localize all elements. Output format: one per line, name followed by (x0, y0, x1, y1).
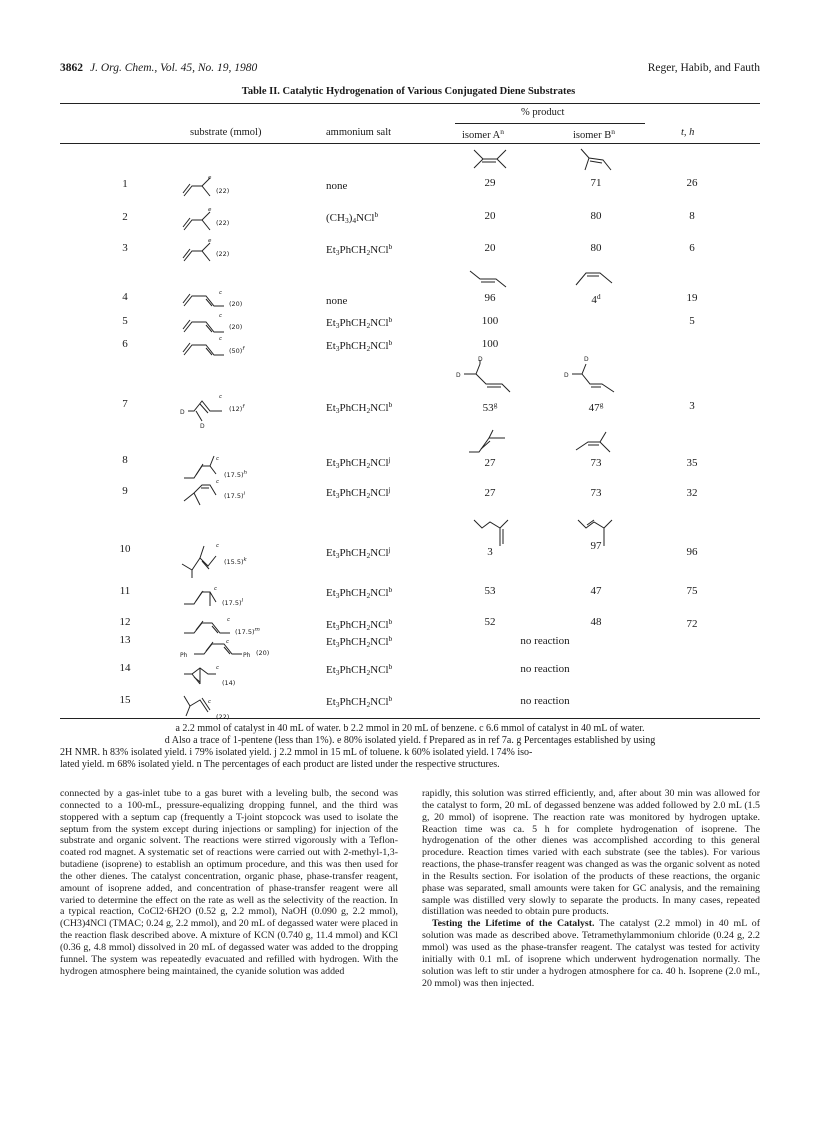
time-hours: 3 (689, 400, 695, 412)
deuterium-label: D (200, 423, 205, 430)
journal-citation: J. Org. Chem., Vol. 45, No. 19, 1980 (90, 62, 258, 74)
row-number: 4 (122, 291, 128, 303)
row-number: 2 (122, 211, 128, 223)
product-structure-b-methylpentadiene (572, 428, 616, 456)
body-paragraph: Testing the Lifetime of the Catalyst. The catalyst (2.2 mmol) in 40 mL of solution was made as described above. Tetramethylammonium chloride (0.24 g, 2.2 mmol) was used as the phase-transfer reagent. The catalyst was tested for activity initially with 0.1 mL of isoprene which underwent hydrogenation normally. The solution was left to stir under a hydrogen atmosphere for ca. 40 h. Isoprene (2.0 mL, 20 mmol) was then injected. (422, 918, 760, 989)
authors: Reger, Habib, and Fauth (647, 62, 760, 74)
substrate-quantity: $(12)^f$ c (219, 394, 245, 413)
table-header-rule (60, 143, 760, 144)
row-number: 15 (119, 694, 131, 706)
isomer-b-percent: 4$^d$ (591, 292, 601, 306)
time-header: t, h (681, 127, 695, 138)
deuterium-label: D (564, 372, 569, 379)
ammonium-salt: Et3PhCH2NCl$^b$ (326, 694, 393, 709)
isomer-a-percent: 100 (481, 338, 499, 350)
footnote-line: d Also a trace of 1-pentene (less than 1%). e 80% isolated yield. f Prepared as in ref 7a. g Percentages established by using (164, 735, 656, 746)
isomer-b-percent: 47$^g$ (588, 400, 604, 414)
percent-product-header: % product (521, 107, 565, 118)
isomer-a-percent: 52 (484, 616, 496, 628)
ammonium-salt: Et3PhCH2NCl$^b$ (326, 400, 393, 415)
row-number: 3 (122, 242, 128, 254)
row-number: 10 (119, 543, 131, 555)
ammonium-salt: Et3PhCH2NCl$^b$ (326, 585, 393, 600)
time-hours: 75 (686, 585, 698, 597)
ammonium-salt: Et3PhCH2NCl$^b$ (326, 662, 393, 677)
ammonium-salt: Et3PhCH2NCl$^b$ (326, 617, 393, 632)
isomer-b-percent: 71 (590, 177, 602, 189)
isomer-a-percent: 3 (487, 546, 493, 558)
substrate-structure (180, 452, 220, 482)
substrate-quantity: (20) c (219, 290, 243, 308)
footnote-line: a 2.2 mmol of catalyst in 40 mL of water. b 2.2 mmol in 20 mL of benzene. c 6.6 mmol of catalyst in 40 mL of water. (175, 723, 645, 734)
deuterium-label: D (456, 372, 461, 379)
isomer-a-percent: 53 (484, 585, 496, 597)
product-structure-a-methylpentadiene (465, 428, 509, 456)
substrate-quantity: $(17.5)^i$ c (216, 479, 246, 500)
time-hours: 5 (689, 315, 695, 327)
substrate-header: substrate (mmol) (190, 127, 262, 138)
time-hours: 6 (689, 242, 695, 254)
row-number: 7 (122, 398, 128, 410)
substrate-quantity: $(17.5)^h$ c (216, 456, 248, 479)
product-structure-a-isoprene (470, 146, 510, 174)
isomer-b-percent: 47 (590, 585, 602, 597)
time-hours: 32 (686, 487, 698, 499)
ammonium-salt-header: ammonium salt (326, 127, 392, 138)
ammonium-salt: Et3PhCH2NCl$^b$ (326, 315, 393, 330)
isomer-b-percent: 80 (590, 210, 602, 222)
substrate-structure (180, 542, 220, 580)
substrate-structure (180, 692, 214, 718)
ammonium-salt: Et3PhCH2NCl$^b$ (326, 242, 393, 257)
body-column-right (422, 788, 760, 989)
body-paragraph: rapidly, this solution was stirred efficiently, and, after about 30 min was allowed for the catalyst to form, 20 mL of degassed benzene was added followed by 2.0 mL (1.5 g, 20 mmol) of isoprene. The reaction rate was monitored by hydrogen uptake. Reaction time was ca. 5 h for complete hydrogenation of isoprene. The hydrogenation of the other dienes was accomplished according to this general procedure. Reaction times varied with each substrate (see the tables). For various reactions, the phase-transfer reagent was changed as was the organic solvent as noted in the Results section. For isolation of the products of these reactions, the organic phase was separated, small amounts were taken for GC analysis, and the remaining sample was distilled very slowly to separate the products. In many cases, repeated distillation was needed to obtain pure products. (422, 788, 760, 918)
substrate-quantity: $(17.5)^m$ c (227, 617, 260, 636)
isomer-b-percent: 80 (590, 242, 602, 254)
running-header (60, 62, 760, 80)
row-number: 5 (122, 315, 128, 327)
product-structure-b-pentadiene (572, 267, 616, 291)
row-number: 14 (119, 662, 131, 674)
product-structure-a-pentadiene (466, 267, 510, 291)
substrate-quantity: $(17.5)^l$ c (214, 586, 244, 607)
ammonium-salt: none (326, 180, 348, 192)
ammonium-salt: Et3PhCH2NCl$^b$ (326, 634, 393, 649)
isomer-a-percent: 29 (484, 177, 496, 189)
substrate-structure (180, 617, 230, 637)
isomer-b-header: isomer $B^n$ (573, 127, 615, 141)
body-column-left (60, 788, 398, 978)
substrate-quantity: (22) e (208, 207, 230, 227)
ammonium-salt: none (326, 295, 348, 307)
body-paragraph: connected by a gas-inlet tube to a gas buret with a leveling bulb, the second was connected to a 100-mL, pressure-equalizing dropping funnel, and the third was stoppered with a septum cap (frequently a T-joint stopcock was used to isolate the septum from the system except during injections or sampling) for injection of the substrate and organic solvent. The reactions were stirred vigorously with a Teflon-coated rod magnet. A systematic set of reactions were carried out with 2-methyl-1,3-butadiene (isoprene) to establish an optimum procedure, and this was then used for the other dienes. The catalyst concentration, organic phase, phase-transfer reagent, amount of isoprene added, and concentration of phase-transfer reagent were all varied to determine the effect on the rate as well as the selectivity of the reaction. In a typical reaction, CoCl2·6H2O (0.52 g, 2.2 mmol), NaOH (0.090 g, 2.2 mmol), (CH3)4NCl (TMAC; 0.24 g, 2.2 mmol), and 20 mL of degassed water were placed in the reaction flask described above. A mixture of KCN (0.740 g, 11.4 mmol) and KCl (0.36 g, 4.8 mmol) dissolved in 20 mL of degassed water was added to the dropping funnel. The system was repeatedly evacuated and refilled with hydrogen. With the hydrogen atmosphere being maintained, the cyanide solution was added (60, 788, 398, 977)
table-top-rule (60, 103, 760, 104)
substrate-structure (180, 640, 255, 658)
phenyl-label: Ph (180, 652, 188, 658)
time-hours: 35 (686, 457, 698, 469)
product-structure-b-deuterated (562, 356, 622, 396)
isomer-b-percent: 97 (590, 540, 602, 552)
substrate-structure (180, 481, 220, 511)
substrate-quantity: (22) c (208, 699, 230, 721)
isomer-a-percent: 20 (484, 242, 496, 254)
deuterium-label: D (478, 356, 483, 363)
table-caption: Table II. Catalytic Hydrogenation of Various Conjugated Diene Substrates (241, 86, 576, 97)
substrate-quantity: (22) e (208, 175, 230, 195)
substrate-quantity: (20) c (219, 313, 243, 331)
substrate-quantity: $(50)^f$ c (219, 336, 245, 355)
page-number: 3862 (60, 62, 83, 74)
footnote-line: lated yield. m 68% isolated yield. n The percentages of each product are listed under the respective structures. (60, 759, 500, 770)
ammonium-salt: Et3PhCH2NCl$^j$ (326, 455, 391, 470)
substrate-quantity: (22) e (208, 238, 230, 258)
substrate-quantity: (20) c (226, 639, 270, 657)
row-number: 9 (122, 485, 128, 497)
time-hours: 19 (686, 292, 698, 304)
ammonium-salt: Et3PhCH2NCl$^b$ (326, 338, 393, 353)
isomer-a-header: isomer $A^n$ (462, 127, 504, 141)
table-bottom-rule (60, 718, 760, 719)
substrate-quantity: (14) c (216, 665, 236, 687)
product-structure-a-dimethylbutadiene (470, 516, 510, 550)
product-structure-b-isoprene (575, 146, 615, 174)
time-hours: 72 (686, 618, 698, 630)
isomer-a-percent: 27 (484, 487, 496, 499)
isomer-a-percent: 100 (481, 315, 499, 327)
no-reaction-note: no reaction (520, 635, 570, 647)
substrate-structure (180, 395, 224, 431)
ammonium-salt: Et3PhCH2NCl$^j$ (326, 545, 391, 560)
isomer-a-percent: 96 (484, 292, 496, 304)
isomer-a-percent: 27 (484, 457, 496, 469)
time-hours: 96 (686, 546, 698, 558)
deuterium-label: D (584, 356, 589, 363)
ammonium-salt: Et3PhCH2NCl$^j$ (326, 485, 391, 500)
time-hours: 26 (686, 177, 698, 189)
deuterium-label: D (180, 409, 185, 416)
row-number: 1 (122, 178, 128, 190)
no-reaction-note: no reaction (520, 663, 570, 675)
substrate-structure (180, 290, 224, 310)
product-group-rule (455, 123, 645, 124)
isomer-a-percent: 20 (484, 210, 496, 222)
row-number: 13 (119, 634, 131, 646)
phenyl-label: Ph (243, 652, 251, 658)
row-number: 11 (119, 585, 131, 597)
no-reaction-note: no reaction (520, 695, 570, 707)
isomer-a-percent: 53$^g$ (482, 400, 498, 414)
isomer-b-percent: 48 (590, 616, 602, 628)
product-structure-a-deuterated (456, 356, 516, 396)
time-hours: 8 (689, 210, 695, 222)
substrate-structure (180, 339, 224, 359)
row-number: 6 (122, 338, 128, 350)
isomer-b-percent: 73 (590, 457, 602, 469)
row-number: 12 (119, 616, 131, 628)
row-number: 8 (122, 454, 128, 466)
substrate-quantity: $(15.5)^k$ c (216, 543, 247, 566)
section-run-in-heading: Testing the Lifetime of the Catalyst. (432, 918, 595, 930)
substrate-structure (180, 316, 224, 336)
isomer-b-percent: 73 (590, 487, 602, 499)
footnote-line: 2H NMR. h 83% isolated yield. i 79% isolated yield. j 2.2 mmol in 15 mL of toluene. k 60% isolated yield. l 74% iso- (60, 747, 533, 758)
ammonium-salt: (CH3)4NCl$^b$ (326, 210, 379, 225)
